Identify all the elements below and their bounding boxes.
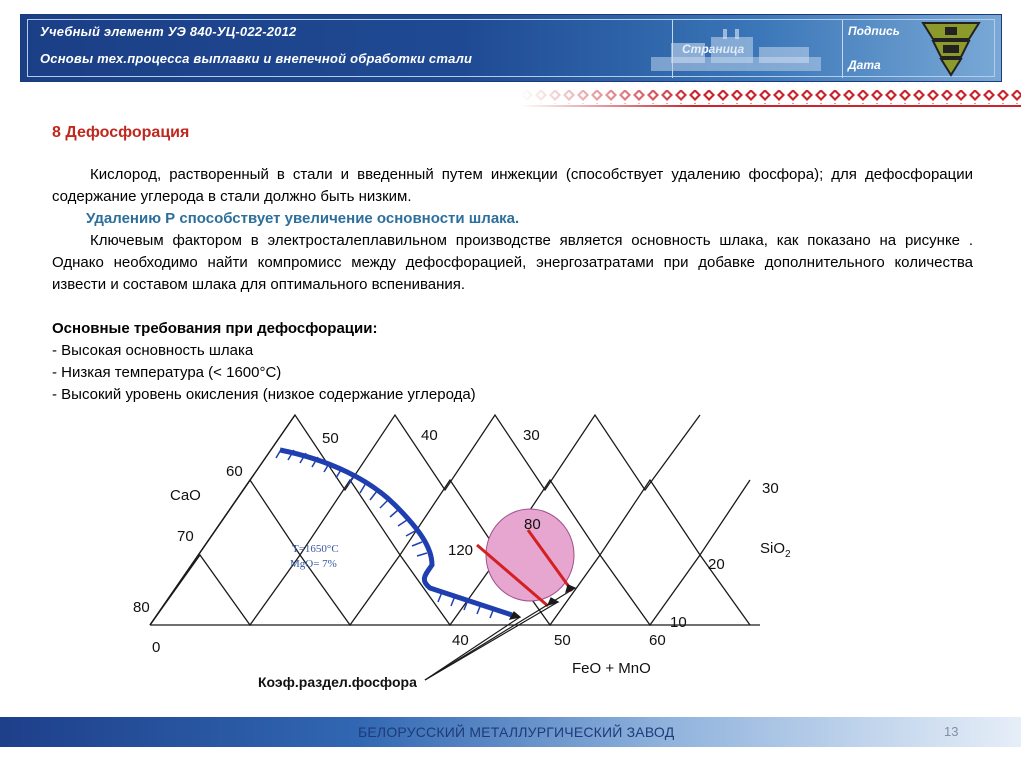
header-sign-label: Подпись bbox=[848, 24, 900, 38]
header-divider bbox=[842, 20, 843, 78]
tick-bottom-60: 60 bbox=[649, 632, 666, 649]
requirements-title: Основные требования при дефосфорации: bbox=[52, 320, 378, 337]
bmz-logo bbox=[919, 19, 983, 79]
feo-mno-label: FeO + MnO bbox=[572, 660, 651, 677]
content-area bbox=[52, 122, 973, 406]
paragraph-oxygen: Кислород, растворенный в стали и введенный путем инжекции (способствует удалению фосфора); для дефосфорации содержание углерода в стали должно быть низким. bbox=[52, 166, 973, 205]
requirement-item: - Высокий уровень окисления (низкое содержание углерода) bbox=[52, 386, 476, 403]
company-name: БЕЛОРУССКИЙ МЕТАЛЛУРГИЧЕСКИЙ ЗАВОД bbox=[358, 724, 675, 740]
highlight-basicity: Удалению Р способствует увеличение основности шлака. bbox=[86, 210, 520, 227]
tick-left-0: 0 bbox=[152, 639, 161, 656]
plant-illustration bbox=[651, 29, 821, 79]
sio2-label bbox=[760, 540, 791, 560]
requirement-item: - Низкая температура (< 1600°С) bbox=[52, 364, 282, 381]
tick-right-30: 30 bbox=[762, 480, 779, 497]
tick-left-60: 60 bbox=[226, 463, 243, 480]
cao-label: CaO bbox=[170, 487, 201, 504]
requirement-item: - Высокая основность шлака bbox=[52, 342, 254, 359]
ornament-strip bbox=[520, 88, 1021, 114]
tick-top-30: 30 bbox=[523, 427, 540, 444]
tick-top-40: 40 bbox=[421, 427, 438, 444]
tick-top-50: 50 bbox=[322, 430, 339, 447]
section-title: 8 Дефосфорация bbox=[52, 124, 190, 141]
document-footer bbox=[0, 717, 1021, 747]
tick-bottom-50: 50 bbox=[554, 632, 571, 649]
header-title-course: Основы тех.процесса выплавки и внепечной обработки стали bbox=[40, 51, 473, 66]
document-header bbox=[20, 14, 1002, 82]
sio2-subscript: 2 bbox=[785, 549, 791, 560]
page-number: 13 bbox=[944, 724, 959, 739]
temperature-condition: T=1650°C bbox=[292, 543, 339, 555]
mgo-condition: MgO= 7% bbox=[290, 558, 337, 570]
header-date-label: Дата bbox=[848, 58, 881, 72]
tick-bottom-40: 40 bbox=[452, 632, 469, 649]
header-frame bbox=[27, 19, 995, 77]
tick-left-80: 80 bbox=[133, 599, 150, 616]
ternary-phase-diagram bbox=[120, 405, 791, 695]
liquidus-boundary bbox=[276, 448, 512, 618]
header-title-code: Учебный элемент УЭ 840-УЦ-022-2012 bbox=[40, 24, 297, 39]
paragraph-key-factor: Ключевым фактором в электросталеплавильном производстве является основность шлака, как показано на рисунке . Однако необходимо найти компромисс между дефосфорацией, энергозатратами при добавке дополнительного количества извести и составом шлака для оптимального вспенивания. bbox=[52, 232, 973, 293]
tick-right-20: 20 bbox=[708, 556, 725, 573]
diagram-grid bbox=[150, 415, 760, 625]
iso-label-80: 80 bbox=[524, 516, 541, 533]
diagram-caption: Коэф.раздел.фосфора bbox=[258, 674, 417, 690]
caption-arrows bbox=[425, 585, 575, 680]
sio2-text: SiO bbox=[760, 540, 786, 557]
tick-left-70: 70 bbox=[177, 528, 194, 545]
tick-right-10: 10 bbox=[670, 614, 687, 631]
iso-label-120: 120 bbox=[448, 542, 474, 559]
